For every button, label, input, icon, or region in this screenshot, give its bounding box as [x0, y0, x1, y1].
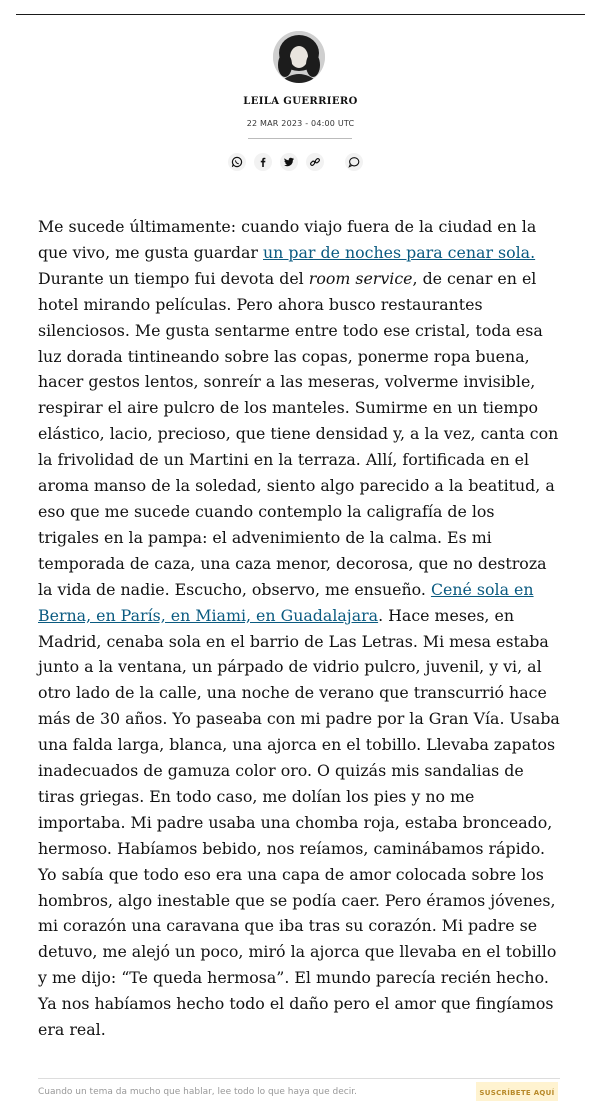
- article-line: tiras griegas. En todo caso, me dolían los pies y no me: [38, 786, 475, 806]
- article-line: inadecuados de gamuza color oro. O quizás mis sandalias de: [38, 761, 524, 781]
- article-line: [38, 577, 564, 603]
- article-text: la vida de nadie. Escucho, observo, me ensueño.: [38, 579, 431, 599]
- article-line: [38, 603, 564, 629]
- article-line: otro lado de la calle, una noche de verano que transcurrió hace: [38, 683, 547, 703]
- article-text: . Hace meses, en: [378, 605, 515, 625]
- article-line: Madrid, cenaba sola en el barrio de Las Letras. Mi mesa estaba: [38, 631, 549, 651]
- link-icon[interactable]: [306, 153, 324, 171]
- article-line: luz dorada tintineando sobre las copas, ponerme ropa buena,: [38, 346, 530, 366]
- whatsapp-icon[interactable]: [228, 153, 246, 171]
- subscribe-button[interactable]: SUSCRÍBETE AQUÍ: [476, 1082, 558, 1101]
- article-line: Me sucede últimamente: cuando viajo fuera de la ciudad en la: [38, 217, 537, 236]
- article-line: hacer gestos lentos, sonreír a las meseras, volverme invisible,: [38, 372, 536, 392]
- twitter-icon[interactable]: [280, 153, 298, 171]
- article-link-cene-sola[interactable]: Cené sola en: [430, 579, 534, 599]
- article-body: [38, 214, 564, 1043]
- article-line: importaba. Mi padre usaba una chomba roja, estaba bronceado,: [38, 812, 553, 832]
- article-line: y me dijo: “Te queda hermosa”. El mundo parecía recién hecho.: [38, 968, 549, 988]
- article-line: hermoso. Habíamos bebido, nos reíamos, caminábamos rápido.: [38, 838, 545, 858]
- publish-date: 22 MAR 2023 - 04:00 UTC: [246, 119, 355, 128]
- share-bar: [0, 153, 601, 173]
- date-divider: [248, 138, 352, 139]
- article-emphasis: room service: [308, 268, 413, 288]
- article-line: eso que me sucede cuando contemplo la caligrafía de los: [38, 501, 495, 521]
- footer-divider: [38, 1078, 560, 1079]
- comment-icon[interactable]: [345, 153, 363, 171]
- article-line: [38, 266, 564, 292]
- article-line: una falda larga, blanca, una ajorca en el tobillo. Llevaba zapatos: [38, 735, 556, 755]
- article-link-cities[interactable]: Berna, en París, en Miami, en Guadalajara: [38, 605, 379, 625]
- article-line: respirar el aire pulcro de los manteles. Sumirme en un tiempo: [38, 398, 538, 418]
- article-text: Durante un tiempo fui devota del: [38, 268, 309, 288]
- article-line: [38, 240, 564, 266]
- article-line: silenciosos. Me gusta sentarme entre todo ese cristal, toda esa: [38, 320, 543, 340]
- article-line: más de 30 años. Yo paseaba con mi padre por la Gran Vía. Usaba: [38, 709, 560, 729]
- author-name[interactable]: LEILA GUERRIERO: [243, 96, 358, 107]
- article-line: aroma manso de la soledad, siento algo parecido a la beatitud, a: [38, 476, 555, 496]
- article-line: hombros, algo inestable que se podía caer. Pero éramos jóvenes,: [38, 890, 556, 910]
- article-line: elástico, lacio, precioso, que tiene densidad y, a la vez, canta con: [38, 424, 559, 444]
- article-line: junto a la ventana, un párpado de vidrio pulcro, juvenil, y vi, al: [38, 657, 542, 677]
- top-divider: [16, 14, 585, 15]
- author-avatar[interactable]: [273, 31, 325, 83]
- article-line: era real.: [38, 1020, 106, 1040]
- subscription-teaser: Cuando un tema da mucho que hablar, lee todo lo que haya que decir.: [38, 1087, 357, 1097]
- facebook-icon[interactable]: [254, 153, 272, 171]
- article-line: Ya nos habíamos hecho todo el daño pero el amor que fingíamos: [38, 994, 554, 1014]
- article-line: temporada de caza, una caza menor, decorosa, que no destroza: [38, 553, 547, 573]
- article-line: Yo sabía que todo eso era una capa de amor colocada sobre los: [38, 864, 544, 884]
- article-line: la frivolidad de un Martini en la terraza. Allí, fortificada en el: [38, 450, 530, 470]
- article-text: que vivo, me gusta guardar: [38, 242, 263, 262]
- article-line: mi corazón una caravana que iba tras su corazón. Mi padre se: [38, 916, 538, 936]
- article-text: , de cenar en el: [412, 268, 537, 288]
- article-link-cenar-sola[interactable]: un par de noches para cenar sola.: [263, 242, 536, 262]
- article-line: hotel mirando películas. Pero ahora busco restaurantes: [38, 294, 483, 314]
- article-line: trigales en la pampa: el advenimiento de la calma. Es mi: [38, 527, 492, 547]
- article-line: detuvo, me alejó un poco, miró la ajorca que llevaba en el tobillo: [38, 942, 557, 962]
